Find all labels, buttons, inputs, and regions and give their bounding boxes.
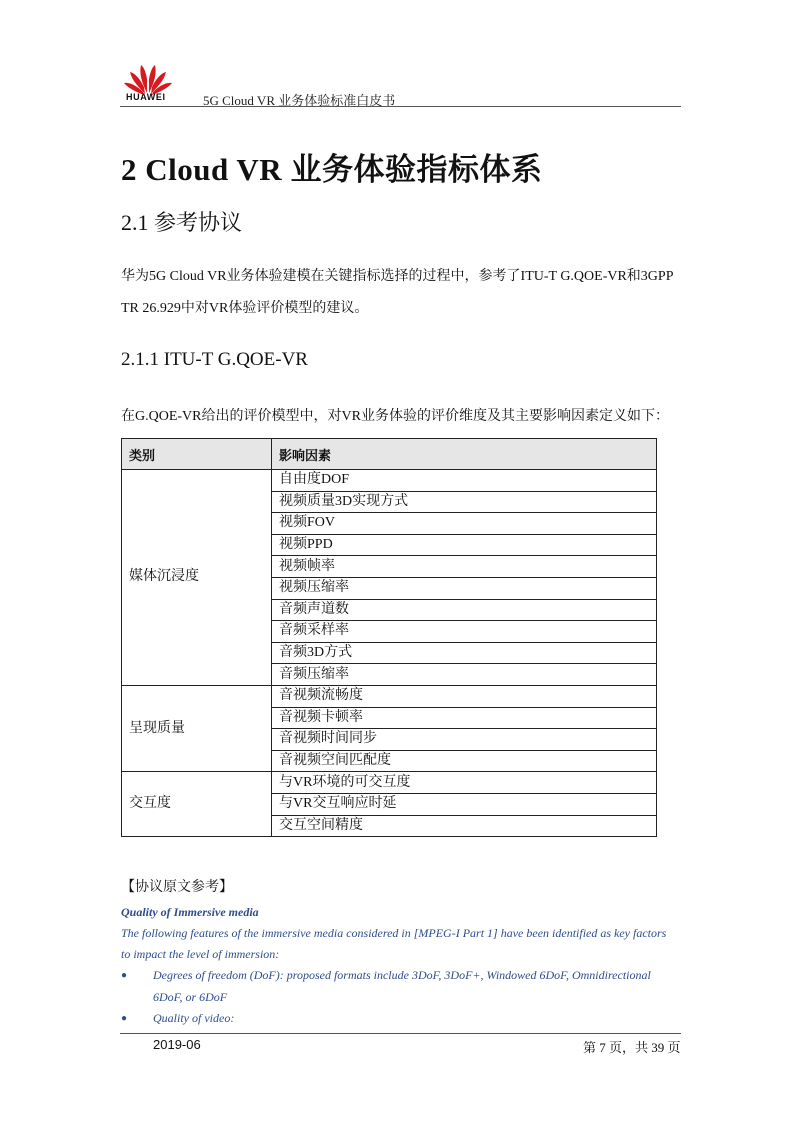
footer-page-number: 第 7 页，共 39 页 — [583, 1040, 681, 1055]
factor-cell: 音视频卡顿率 — [272, 707, 657, 729]
intro-paragraph-line: 华为5G Cloud VR业务体验建模在关键指标选择的过程中，参考了ITU-T G.QOE-VR和3GPP — [121, 269, 674, 284]
footer-date: 2019-06 — [153, 1037, 201, 1052]
section-title: 2.1 参考协议 — [121, 210, 243, 235]
factor-cell: 音频采样率 — [272, 621, 657, 643]
factor-cell: 音视频流畅度 — [272, 685, 657, 707]
running-header-title: 5G Cloud VR 业务体验标准白皮书 — [203, 93, 396, 108]
factor-cell: 视频压缩率 — [272, 577, 657, 599]
column-header-category: 类别 — [122, 439, 272, 470]
reference-heading: 【协议原文参考】 — [121, 880, 233, 895]
factor-cell: 与VR交互响应时延 — [272, 793, 657, 815]
reference-paragraph-line: The following features of the immersive media considered in [MPEG-I Part 1] have been identified as key factors — [121, 926, 667, 940]
table-intro-text: 在G.QOE-VR给出的评价模型中，对VR业务体验的评价维度及其主要影响因素定义如下： — [121, 409, 669, 424]
factor-cell: 音视频时间同步 — [272, 729, 657, 751]
bullet-dot-icon: ● — [121, 1013, 128, 1024]
table-row — [122, 772, 657, 794]
intro-paragraph-line: TR 26.929中对VR体验评价模型的建议。 — [121, 301, 369, 316]
factor-cell: 音频压缩率 — [272, 664, 657, 686]
factor-cell: 自由度DOF — [272, 470, 657, 492]
logo-wordmark: HUAWEI — [126, 92, 166, 102]
factor-cell: 与VR环境的可交互度 — [272, 772, 657, 794]
category-cell: 交互度 — [122, 772, 272, 837]
footer-divider — [120, 1033, 681, 1034]
subsection-title: 2.1.1 ITU-T G.QOE-VR — [121, 349, 308, 370]
factor-cell: 音频声道数 — [272, 599, 657, 621]
factor-cell: 交互空间精度 — [272, 815, 657, 837]
column-header-factor: 影响因素 — [272, 439, 657, 470]
chapter-title: 2 Cloud VR 业务体验指标体系 — [121, 152, 543, 187]
table-header-row — [122, 439, 657, 470]
factor-cell: 音视频空间匹配度 — [272, 750, 657, 772]
header-divider — [120, 106, 681, 107]
factor-cell: 视频帧率 — [272, 556, 657, 578]
factor-cell: 视频FOV — [272, 513, 657, 535]
bullet-item-text: Quality of video: — [153, 1011, 235, 1025]
category-cell: 媒体沉浸度 — [122, 470, 272, 686]
factor-cell: 音频3D方式 — [272, 642, 657, 664]
bullet-dot-icon: ● — [121, 970, 128, 981]
bullet-item-text: Degrees of freedom (DoF): proposed formats include 3DoF, 3DoF+, Windowed 6DoF, Omnidirectional — [153, 968, 651, 982]
factor-cell: 视频PPD — [272, 534, 657, 556]
category-cell: 呈现质量 — [122, 685, 272, 771]
reference-title: Quality of Immersive media — [121, 905, 259, 919]
evaluation-factors-table — [121, 438, 657, 837]
table-row — [122, 685, 657, 707]
reference-paragraph-line: to impact the level of immersion: — [121, 947, 280, 961]
factor-cell: 视频质量3D实现方式 — [272, 491, 657, 513]
table-row — [122, 470, 657, 492]
bullet-item-text: 6DoF, or 6DoF — [153, 990, 228, 1004]
